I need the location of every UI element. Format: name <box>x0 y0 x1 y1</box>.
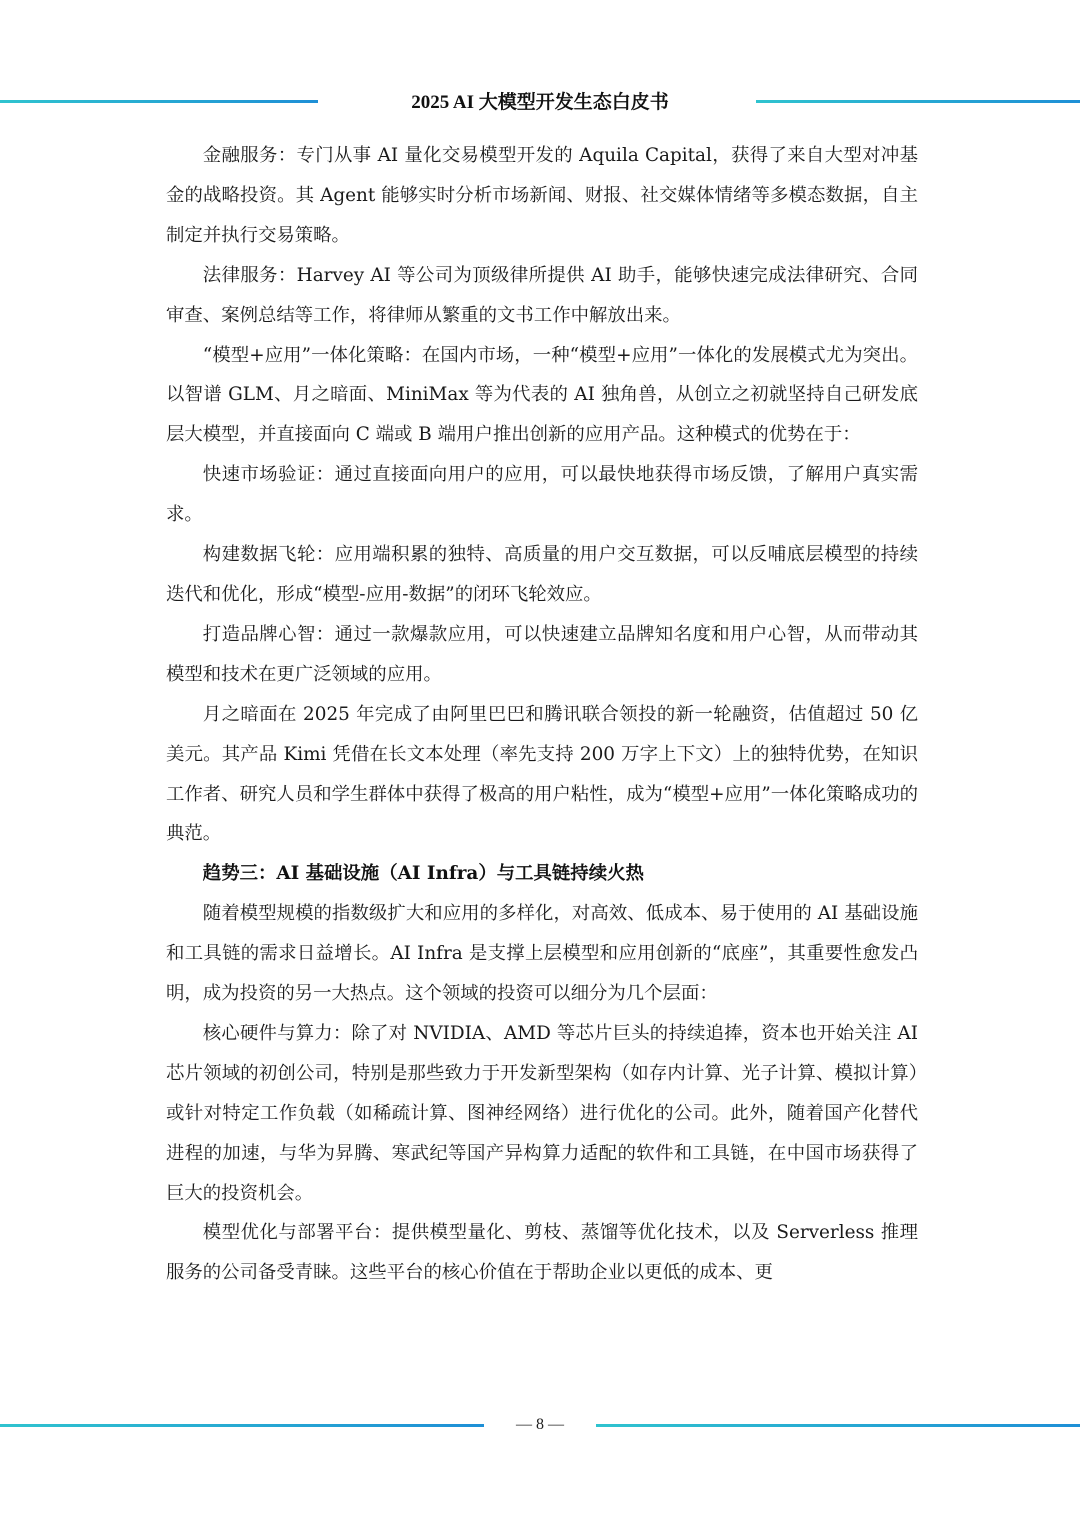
paragraph-legal-services: 法律服务：Harvey AI 等公司为顶级律所提供 AI 助手，能够快速完成法律研究、合同审查、案例总结等工作，将律师从繁重的文书工作中解放出来。 <box>166 264 918 326</box>
paragraph-brand-mindshare: 打造品牌心智：通过一款爆款应用，可以快速建立品牌知名度和用户心智，从而带动其模型和技术在更广泛领域的应用。 <box>166 623 918 685</box>
paragraph-ai-infra-intro: 随着模型规模的指数级扩大和应用的多样化，对高效、低成本、易于使用的 AI 基础设施和工具链的需求日益增长。AI Infra 是支撑上层模型和应用创新的“底座”，其重要性愈发凸明，成为投资的另一大热点。这个领域的投资可以细分为几个层面： <box>166 903 918 1005</box>
paragraph-data-flywheel: 构建数据飞轮：应用端积累的独特、高质量的用户交互数据，可以反哺底层模型的持续迭代和优化，形成“模型-应用-数据”的闭环飞轮效应。 <box>166 544 918 605</box>
paragraph-market-validation: 快速市场验证：通过直接面向用户的应用，可以最快地获得市场反馈，了解用户真实需求。 <box>166 464 918 526</box>
document-body <box>166 136 918 1293</box>
page-number: — 8 — <box>516 1416 564 1433</box>
footer-rule-left <box>0 1424 484 1427</box>
paragraph-core-hardware: 核心硬件与算力：除了对 NVIDIA、AMD 等芯片巨头的持续追捧，资本也开始关注 AI 芯片领域的初创公司，特别是那些致力于开发新型架构（如存内计算、光子计算、模拟计算）或针对特定工作负载（如稀疏计算、图神经网络）进行优化的公司。此外，随着国产化替代进程的加速，与华为昇腾、寒武纪等国产异构算力适配的软件和工具链，在中国市场获得了巨大的投资机会。 <box>166 1022 918 1204</box>
paragraph-model-app-strategy: “模型+应用”一体化策略：在国内市场，一种“模型+应用”一体化的发展模式尤为突出。以智谱 GLM、月之暗面、MiniMax 等为代表的 AI 独角兽，从创立之初就坚持自己研发底层大模型，并直接面向 C 端或 B 端用户推出创新的应用产品。这种模式的优势在于： <box>166 344 918 446</box>
footer-rule-right <box>596 1424 1080 1427</box>
page-header-title: 2025 AI 大模型开发生态白皮书 <box>411 92 669 113</box>
section-heading-trend-three: 趋势三：AI 基础设施（AI Infra）与工具链持续火热 <box>202 863 644 885</box>
paragraph-financial-services: 金融服务：专门从事 AI 量化交易模型开发的 Aquila Capital，获得了来自大型对冲基金的战略投资。其 Agent 能够实时分析市场新闻、财报、社交媒体情绪等多模态数据，自主制定并执行交易策略。 <box>166 145 918 246</box>
paragraph-moonshot-example: 月之暗面在 2025 年完成了由阿里巴巴和腾讯联合领投的新一轮融资，估值超过 50 亿美元。其产品 Kimi 凭借在长文本处理（率先支持 200 万字上下文）上的独特优势，在知识工作者、研究人员和学生群体中获得了极高的用户粘性，成为“模型+应用”一体化策略成功的典范。 <box>166 703 918 845</box>
header-rule-right <box>756 100 1080 103</box>
paragraph-deployment-platform: 模型优化与部署平台：提供模型量化、剪枝、蒸馏等优化技术，以及 Serverless 推理服务的公司备受青睐。这些平台的核心价值在于帮助企业以更低的成本、更 <box>166 1222 918 1284</box>
